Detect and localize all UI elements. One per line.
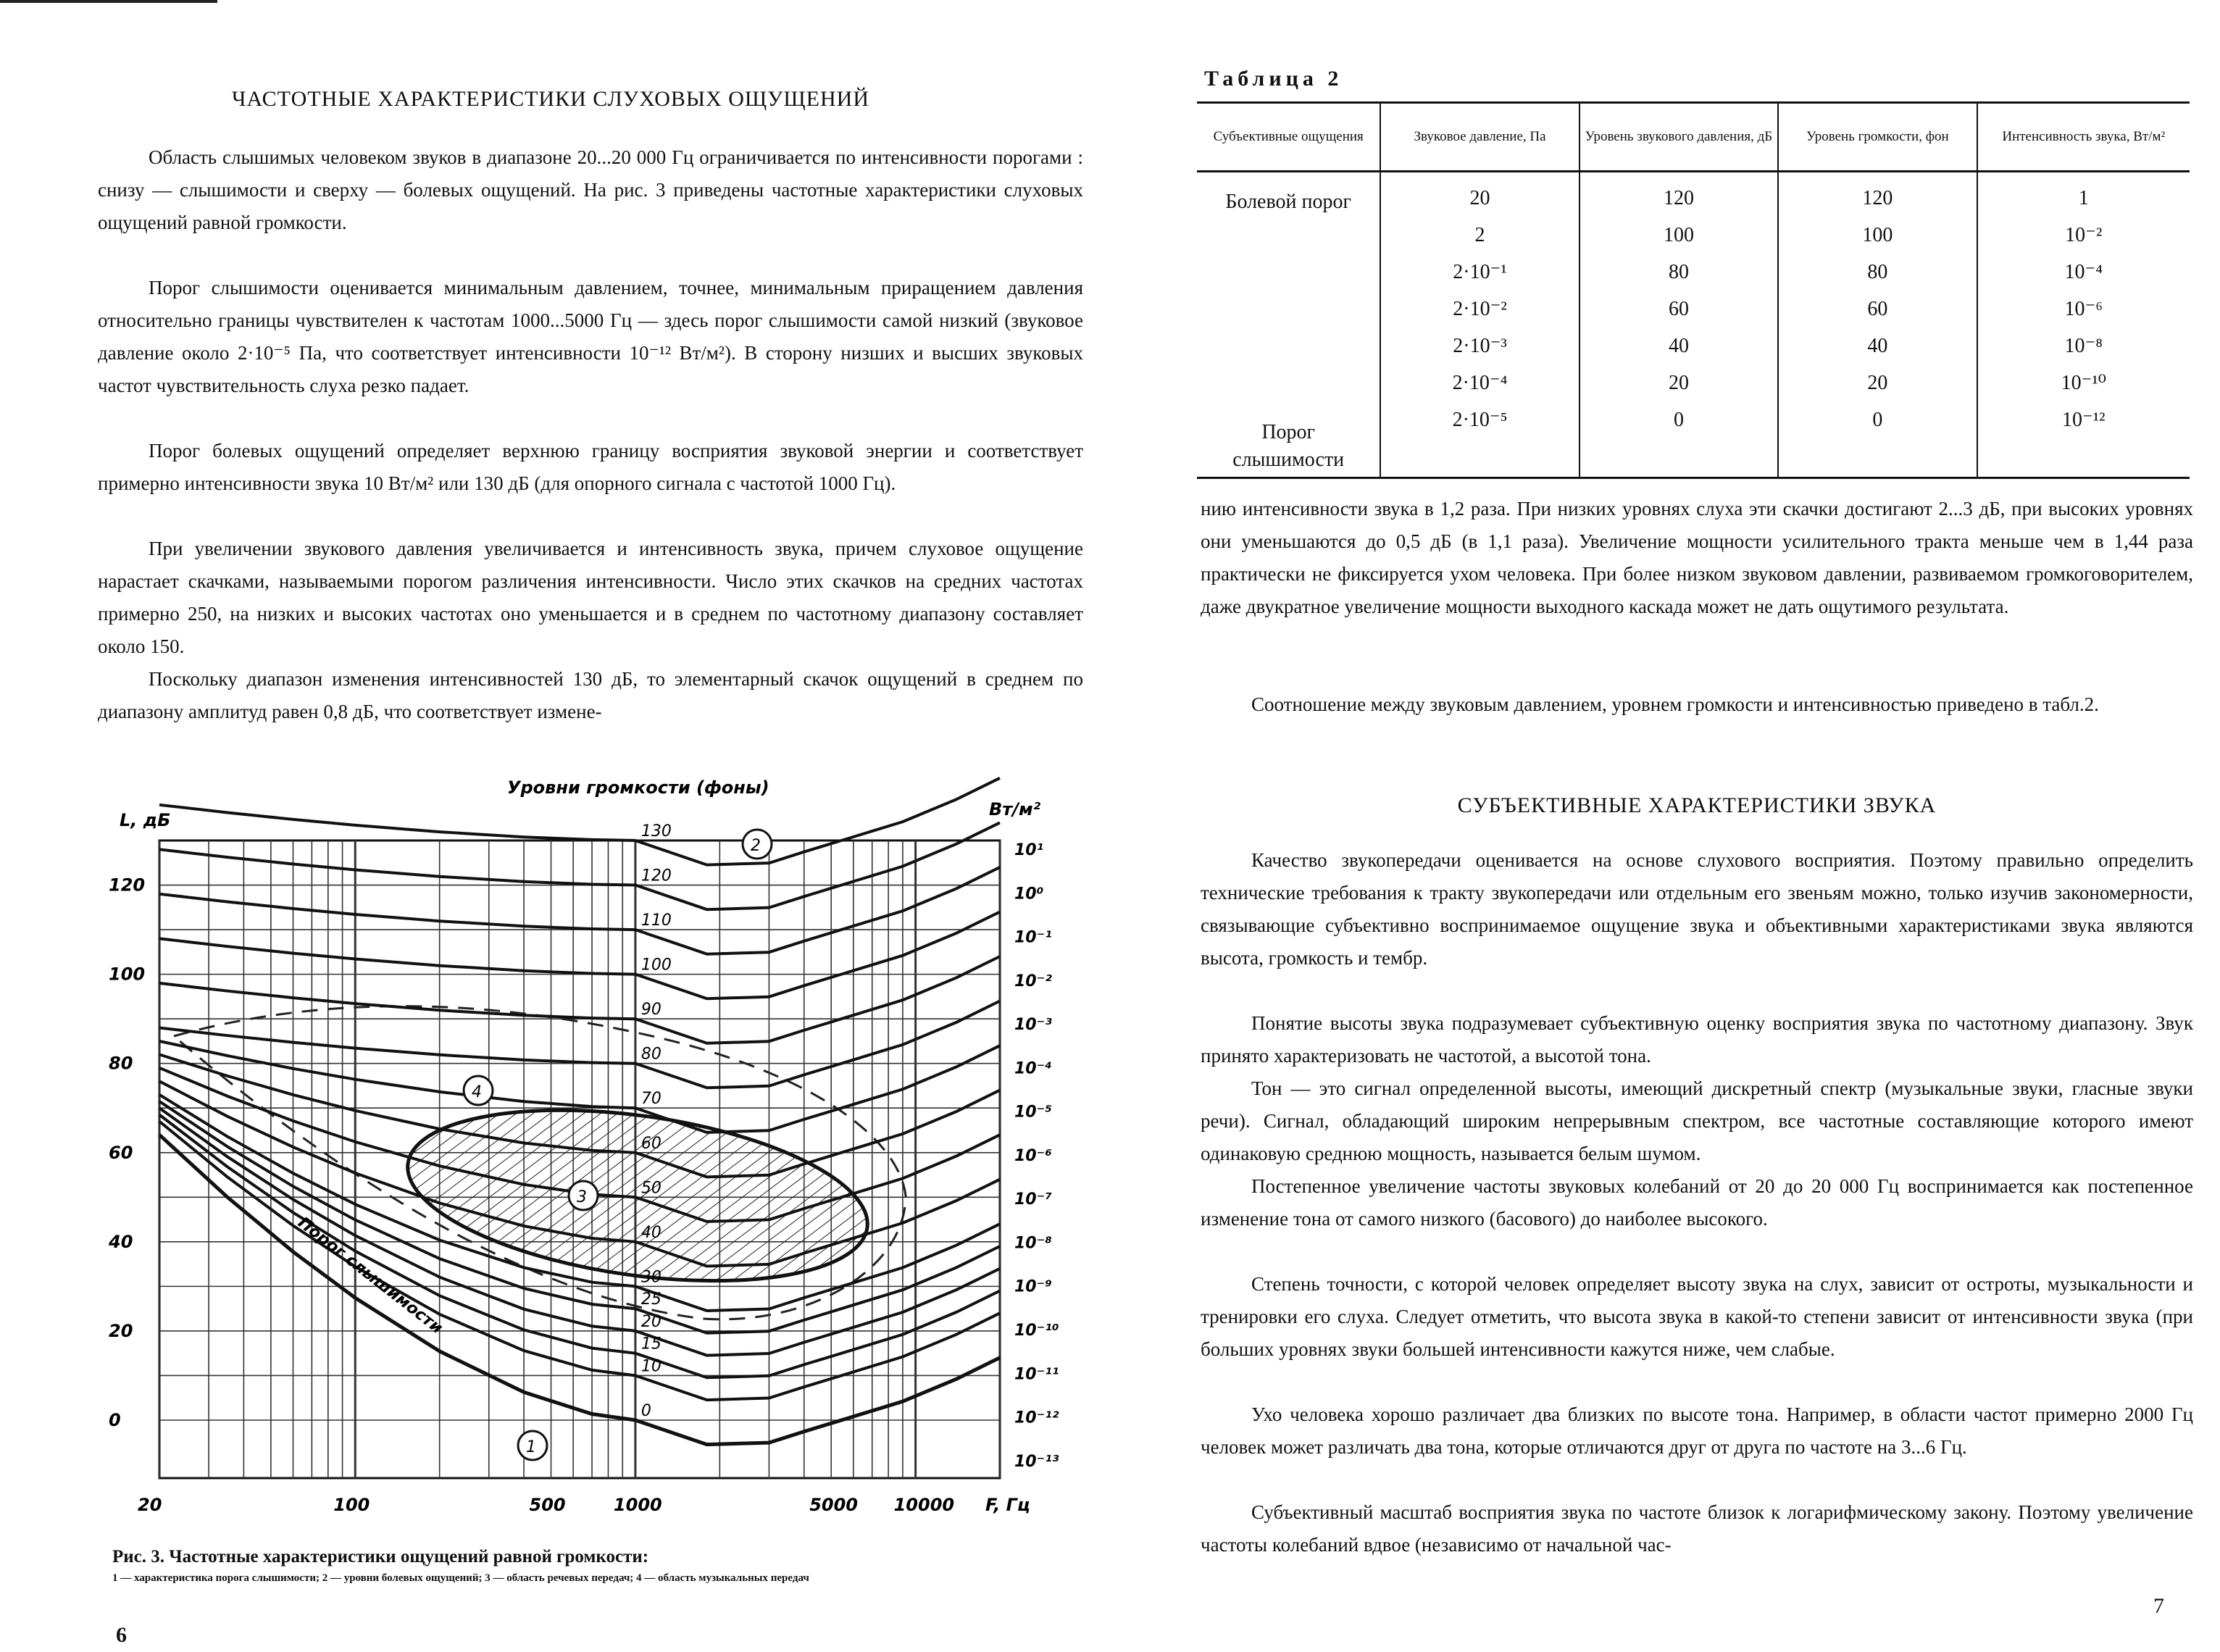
loudness-curve [159,956,1000,1043]
table-header: Уровень звукового давления, дБ [1580,103,1778,172]
table-cell: 120 [1862,187,1893,209]
right-tick-label: 10¹ [1014,841,1044,859]
right-tick-label: 10⁻⁷ [1014,1190,1052,1209]
table-header-row [1197,103,2190,172]
marker-4 [464,1076,493,1105]
paragraph: Понятие высоты звука подразумевает субъективную оценку восприятия звука по частотному диапазону. Звук принято характеризовать не частотой, а высотой тона. [1201,1012,2193,1067]
table-cell: 2 [1474,224,1485,246]
loudness-curve [159,912,1000,999]
table-cell: 1 [2078,187,2089,209]
paragraph: Область слышимых человеком звуков в диапазоне 20...20 000 Гц ограничивается по интенсивности порогами : снизу — слышимости и сверху — болевых ощущений. На рис. 3 приведены частотные характеристики слуховых ощущений равной громкости. [98,146,1083,233]
y-tick-label: 100 [109,964,146,985]
right-tick-label: 10⁰ [1014,885,1044,904]
paragraph: Постепенное увеличение частоты звуковых колебаний от 20 до 20 000 Гц воспринимается как постепенное изменение тона от самого низкого (басового) до наиболее высокого. [1201,1175,2193,1230]
y-tick-label: 0 [109,1410,121,1430]
table-cell: 2·10⁻¹ [1453,261,1507,283]
y-tick-label: 120 [109,875,146,896]
paragraph: Порог болевых ощущений определяет верхнюю границу восприятия звуковой энергии и соответствует примерно интенсивности звука 10 Вт/м² или 130 дБ (для опорного сигнала с частотой 1000 Гц). [98,440,1083,494]
y-tick-label: 60 [109,1142,133,1163]
row-label: Порог слышимости [1232,421,1345,471]
table-title: Таблица 2 [1204,67,1343,91]
right-tick-label: 10⁻⁶ [1014,1146,1052,1165]
spl-column [1580,172,1778,478]
table-cell: 20 [1668,372,1689,394]
table-cell: 2·10⁻² [1453,298,1507,320]
right-tick-label: 10⁻¹⁰ [1014,1322,1059,1340]
right-tick-label: 10⁻⁵ [1014,1103,1052,1122]
paragraph: Качество звукопередачи оценивается на основе слухового восприятия. Поэтому правильно определить технические требования к тракту звукопередачи или отдельным его звеньям можно, только изучив закономерности, связывающие субъективно воспринимаемое ощущение звука и объективными характеристиками звука являются высота, громкость и тембр. [1201,849,2193,969]
section-heading: ЧАСТОТНЫЕ ХАРАКТЕРИСТИКИ СЛУХОВЫХ ОЩУЩЕНИЙ [231,87,870,111]
table-header: Субъективные ощущения [1197,103,1380,172]
loudness-curve [159,822,1000,909]
table-header: Интенсивность звука, Вт/м² [1977,103,2190,172]
right-tick-label: 10⁻³ [1014,1016,1052,1035]
equal-loudness-figure [87,761,1087,1529]
paragraph: Поскольку диапазон изменения интенсивностей 130 дБ, то элементарный скачок ощущений в среднем по диапазону амплитуд равен 0,8 дБ, что соответствует измене- [98,668,1083,722]
right-tick-label: 10⁻⁴ [1014,1059,1052,1078]
table-header: Звуковое давление, Па [1380,103,1579,172]
table-cell: 2·10⁻⁵ [1452,409,1508,431]
curve-label: 80 [640,1045,662,1064]
page-number: 6 [116,1623,127,1647]
chart-top-label: Уровни громкости (фоны) [507,777,769,798]
y-tick-label: 20 [109,1320,133,1341]
loudness-curve [159,867,1000,954]
figure-caption-title: Рис. 3. Частотные характеристики ощущений равной громкости: [112,1547,649,1567]
curve-label: 15 [640,1335,662,1353]
table-cell: 10⁻² [2065,224,2103,246]
x-tick-label: 500 [529,1495,566,1515]
curve-label: 50 [640,1179,662,1198]
row-label: Болевой порог [1225,191,1351,213]
loudness-column [1778,172,1977,478]
right-tick-label: 10⁻¹² [1014,1409,1059,1427]
table-cell: 0 [1673,409,1684,431]
table-cell: 10⁻¹² [2061,409,2106,431]
right-tick-label: 10⁻¹³ [1014,1452,1059,1471]
curve-label: 20 [640,1312,662,1331]
svg-text:4: 4 [472,1083,482,1101]
svg-text:1: 1 [526,1438,536,1456]
section-heading: СУБЪЕКТИВНЫЕ ХАРАКТЕРИСТИКИ ЗВУКА [1457,793,1937,817]
curve-label: 70 [640,1090,662,1109]
curve-label: 110 [640,911,672,930]
x-tick-label: 100 [333,1495,370,1515]
curve-label: 60 [640,1134,662,1153]
table-cell: 80 [1668,261,1689,283]
marker-2 [743,830,772,859]
svg-text:3: 3 [577,1188,587,1206]
curve-label: 130 [640,822,672,840]
paragraph: Степень точности, с которой человек определяет высоту звука на слух, зависит от остроты, музыкальности и тренировки его слуха. Следует отметить, что высота звука в какой-то степени зависит от интенсивности звука (при больших уровнях звуки большей интенсивности кажутся ниже, чем слабые. [1201,1273,2193,1360]
table-cell: 60 [1668,298,1689,320]
table-cell: 10⁻⁸ [2064,335,2103,357]
curve-label: 120 [640,867,672,885]
table-cell: 100 [1862,224,1893,246]
page-number: 7 [2153,1594,2164,1618]
curve-label: 100 [640,956,672,975]
table-cell: 10⁻⁶ [2064,298,2103,320]
table-cell: 40 [1867,335,1888,357]
table-cell: 60 [1867,298,1888,320]
y-right-axis-label: Вт/м² [989,799,1041,819]
x-axis-label: F, Гц [985,1495,1030,1515]
marker-3 [569,1181,598,1210]
pressure-column [1380,172,1579,478]
curve-label: 0 [640,1402,651,1420]
marker-1 [518,1431,547,1460]
paragraph: Тон — это сигнал определенной высоты, имеющий дискретный спектр (музыкальные звуки, гласные звуки речи). Сигнал, обладающий широким непрерывным спектром, все частотные составляющие которого имеют одинаковую среднюю мощность, называется белым шумом. [1201,1077,2193,1164]
figure-caption-legend: 1 — характеристика порога слышимости; 2 — уровни болевых ощущений; 3 — область речевых передач; 4 — область музыкальных передач [112,1572,809,1584]
curve-label: 40 [640,1223,662,1242]
right-tick-label: 10⁻¹ [1014,928,1052,947]
right-tick-label: 10⁻⁸ [1014,1234,1052,1253]
y-axis-label: L, дБ [120,810,171,830]
x-tick-label: 1000 [613,1495,662,1515]
table-cell: 100 [1663,224,1694,246]
curve-label: 90 [640,1001,662,1019]
table-header: Уровень громкости, фон [1778,103,1977,172]
curve-label: 10 [640,1357,662,1376]
y-tick-label: 80 [109,1053,133,1074]
table-cell: 20 [1867,372,1888,394]
page-edge-line [0,0,217,3]
x-tick-label: 20 [138,1495,162,1515]
paragraph: Ухо человека хорошо различает два близких по высоте тона. Например, в области частот примерно 2000 Гц человек может различать два тона, которые отличаются друг от друга по частоте на 3...6 Гц. [1201,1403,2193,1458]
curve-label: 30 [640,1268,662,1287]
table-label-column [1197,172,1380,478]
threshold-curve-label: Порог слышимости [294,1214,446,1338]
svg-text:2: 2 [751,837,761,855]
y-tick-label: 40 [109,1231,133,1252]
paragraph: При увеличении звукового давления увеличивается и интенсивность звука, причем слуховое ощущение нарастает скачками, называемыми порогом различения интенсивности. Число этих скачков на средних частотах примерно 250, на низких и высоких частотах оно уменьшается и в среднем по частотному диапазону составляет около 150. [98,538,1083,657]
table-cell: 20 [1469,187,1490,209]
curve-label: 25 [640,1290,662,1309]
data-table [1197,101,2190,479]
right-tick-label: 10⁻⁹ [1014,1277,1052,1296]
table-body-row [1197,172,2190,478]
table-cell: 10⁻⁴ [2064,261,2103,283]
paragraph: Соотношение между звуковым давлением, уровнем громкости и интенсивностью приведено в табл.2. [1251,693,2099,715]
x-tick-label: 10000 [893,1495,955,1515]
paragraph: нию интенсивности звука в 1,2 раза. При низких уровнях слуха эти скачки достигают 2...3 дБ, при высоких уровнях они уменьшаются до 0,5 дБ (в 1,1 раза). Увеличение мощности усилительного тракта меньше чем в 1,44 раза практически не фиксируется ухом человека. При более низком звуковом давлении, развиваемом громкоговорителем, даже двукратное увеличение мощности выходного каскада может не дать ощутимого результата. [1201,498,2193,617]
table-cell: 0 [1872,409,1883,431]
table-cell: 80 [1867,261,1888,283]
intensity-column [1977,172,2190,478]
table-cell: 2·10⁻³ [1453,335,1507,357]
right-tick-label: 10⁻¹¹ [1014,1365,1059,1384]
table-cell: 10⁻¹⁰ [2061,372,2106,394]
table-cell: 120 [1663,187,1694,209]
right-tick-label: 10⁻² [1014,972,1052,990]
table-cell: 2·10⁻⁴ [1452,372,1508,394]
table-cell: 40 [1668,335,1689,357]
right-page [1110,0,2220,1652]
x-tick-label: 5000 [809,1495,859,1515]
paragraph: Субъективный масштаб восприятия звука по частоте близок к логарифмическому закону. Поэтому увеличение частоты колебаний вдвое (независимо от начальной час- [1201,1501,2193,1556]
paragraph: Порог слышимости оценивается минимальным давлением, точнее, минимальным приращением давления относительно границы чувствителен к частотам 1000...5000 Гц — здесь порог слышимости самой низкий (звуковое давление около 2·10⁻⁵ Па, что соответствует интенсивности 10⁻¹² Вт/м²). В сторону низших и высших звуковых частот чувствительность слуха резко падает. [98,277,1083,396]
